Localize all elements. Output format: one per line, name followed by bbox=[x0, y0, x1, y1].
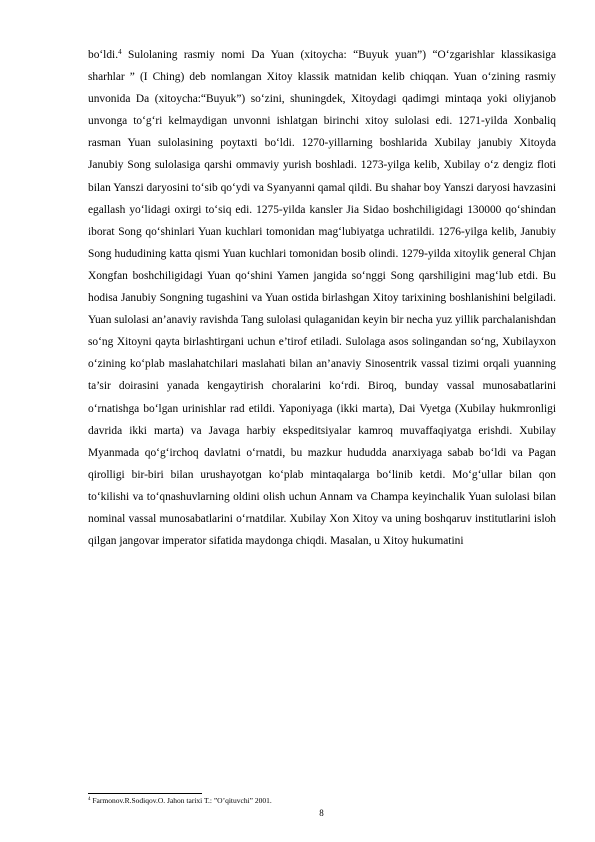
page-number: 8 bbox=[319, 808, 324, 818]
paragraph-lead-in: bo‘ldi. bbox=[88, 49, 119, 61]
footnote bbox=[88, 796, 272, 806]
paragraph-text: Sulolaning rasmiy nomi Da Yuan (xitoycha: “Buyuk yuan”) “O‘zgarishlar klassikasiga sharhlar ” (I Ching) deb nomlangan Xitoy klassik matnidan kelib chiqqan. Yuan o‘zining rasmiy unvonida Da (xitoycha:“Buyuk”) so‘zini, shuningdek, Xitoydagi qadimgi mintaqa yoki oliyjanob unvonga to‘g‘ri kelmaydigan unvonni ishlatgan birinchi xitoy sulolasi edi. 1271-yilda Xonbaliq rasman Yuan sulolasining poytaxti bo‘ldi. 1270-yillarning boshlarida Xubilay janubiy Xitoyda Janubiy Song sulolasiga qarshi ommaviy yurish boshladi. 1273-yilga kelib, Xubilay o‘z dengiz floti bilan Yanszi daryosini to‘sib qo‘ydi va Syanyanni qamal qildi. Bu shahar boy Yanszi daryosi havzasini egallash yo‘lidagi oxirgi to‘siq edi. 1275-yilda kansler Jia Sidao boshchiligidagi 130000 qo‘shindan iborat Song qo‘shinlari Yuan kuchlari tomonidan mag‘lubiyatga uchratildi. 1276-yilga kelib, Janubiy Song hududining katta qismi Yuan kuchlari tomonidan bosib olindi. 1279-yilda xitoylik general Chjan Xongfan boshchiligidagi Yuan qo‘shini Yamen jangida so‘nggi Song qarshiligini mag‘lub etdi. Bu hodisa Janubiy Songning tugashini va Yuan ostida birlashgan Xitoy tarixining boshlanishini belgiladi. Yuan sulolasi an’anaviy ravishda Tang sulolasi qulaganidan keyin bir necha yuz yillik parchalanishdan so‘ng Xitoyni qayta birlashtirgani uchun e’tirof etiladi. Sulolaga asos solingandan so‘ng, Xubilayxon o‘zining ko‘plab maslahatchilari maslahati bilan an’anaviy Sinosentrik vassal tizimi orqali yuanning ta’sir doirasini yanada kengaytirish choralarini ko‘rdi. Biroq, bunday vassal munosabatlarini o‘rnatishga bo‘lgan urinishlar rad etildi. Yaponiyaga (ikki marta), Dai Vyetga (Xubilay hukmronligi davrida ikki marta) va Javaga harbiy ekspeditsiyalar kamroq muvaffaqiyatga erishdi. Xubilay Myanmada qo‘g‘irchoq davlatni o‘rnatdi, bu mazkur hududda anarxiyaga sabab bo‘ldi va Pagan qirolligi bir-biri bilan urushayotgan ko‘plab mintaqalarga bo‘linib ketdi. Mo‘g‘ullar bilan qon to‘kilishi va to‘qnashuvlarning oldini olish uchun Annam va Champa keyinchalik Yuan sulolasi bilan nominal vassal munosabatlarini o‘rnatdilar. Xubilay Xon Xitoy va uning boshqaruv institutlarini isloh qilgan jangovar imperator sifatida maydonga chiqdi. Masalan, u Xitoy hukumatini bbox=[88, 49, 556, 548]
footnote-text: Farmonov.R.Sodiqov.O. Jahon tarixi T.: ”O’qituvchi” 2001. bbox=[90, 796, 272, 805]
footnote-divider bbox=[88, 793, 202, 794]
footnote-marker: 4 bbox=[88, 797, 91, 802]
footnote-reference[interactable]: 4 bbox=[118, 48, 122, 56]
body-paragraph bbox=[88, 44, 556, 552]
